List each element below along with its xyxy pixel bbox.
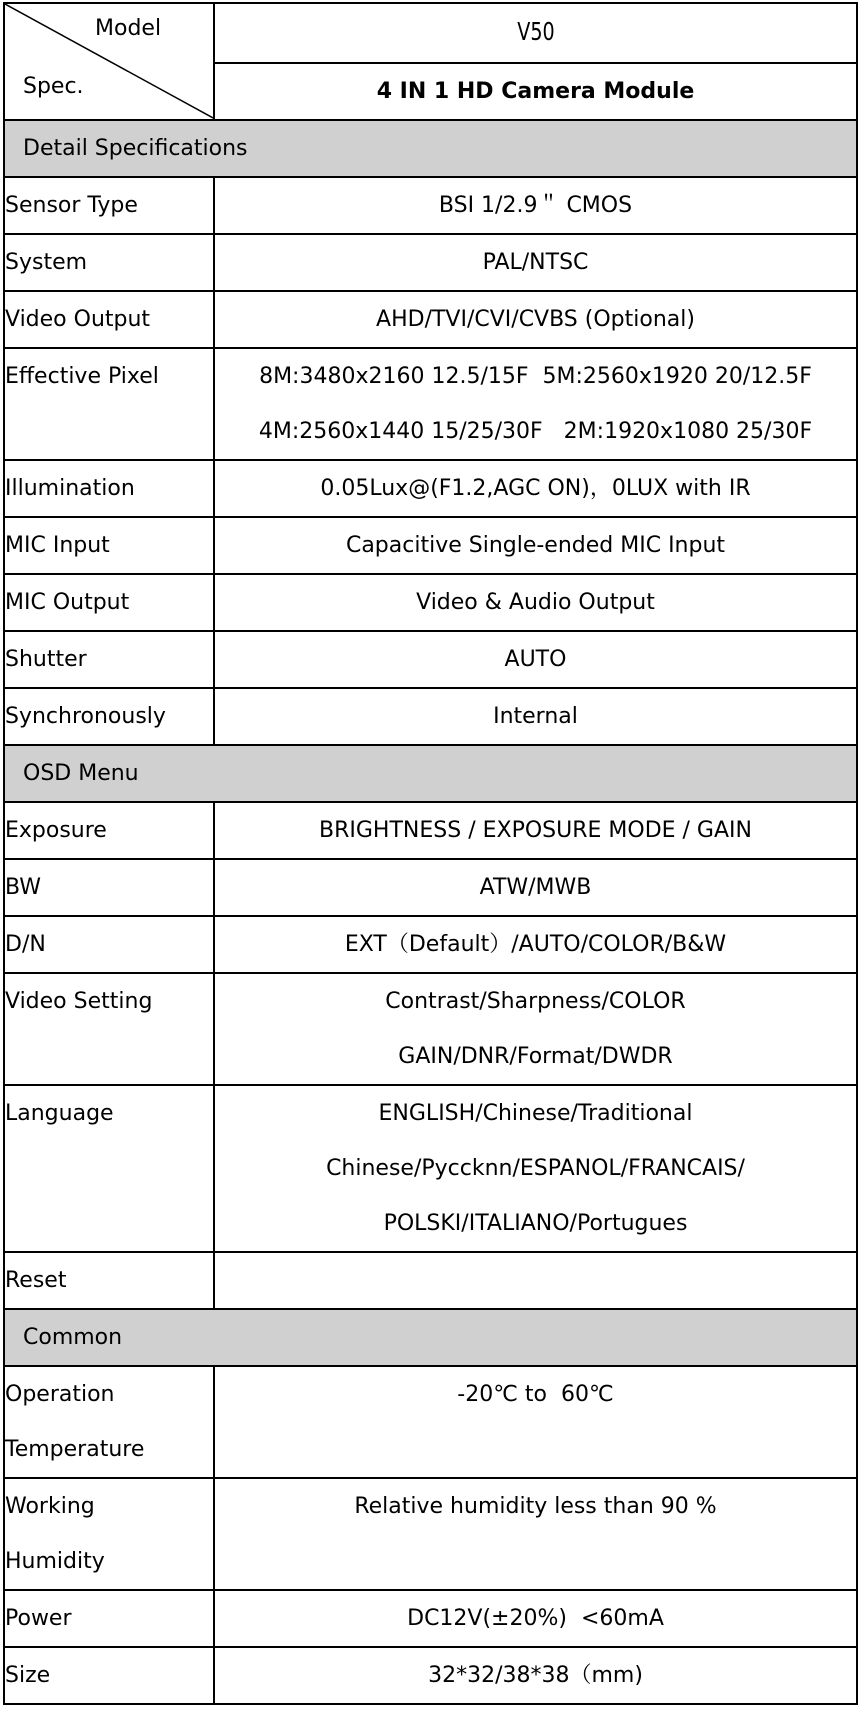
spec-label-line: Shutter: [5, 647, 87, 672]
spec-label: [4, 291, 214, 348]
model-description: 4 IN 1 HD Camera Module: [214, 63, 857, 121]
spec-value-line: Capacitive Single-ended MIC Input: [345, 533, 726, 558]
spec-label: [4, 859, 214, 916]
spec-row: [4, 234, 857, 291]
spec-row: [4, 1478, 857, 1590]
spec-label-line: D/N: [5, 932, 46, 957]
spec-value: [214, 234, 857, 291]
spec-label: [4, 802, 214, 859]
spec-label: [4, 1478, 214, 1590]
spec-label-line: Operation: [5, 1382, 115, 1407]
spec-value-line: ATW/MWB: [479, 875, 592, 900]
spec-label-line: Video Setting: [5, 989, 153, 1014]
spec-value-line: Internal: [493, 704, 578, 729]
spec-label-line: BW: [5, 875, 42, 900]
spec-label: [4, 631, 214, 688]
spec-label-line: Power: [5, 1606, 72, 1631]
spec-row: [4, 631, 857, 688]
spec-value-line: ENGLISH/Chinese/Traditional: [378, 1101, 693, 1126]
spec-value-line: 0.05Lux@(F1.2,AGC ON)，0LUX with IR: [320, 476, 751, 501]
spec-value-line: -20℃ to 60℃: [457, 1382, 614, 1407]
section-title: OSD Menu: [4, 745, 857, 802]
spec-value: [214, 348, 857, 460]
spec-value: [214, 460, 857, 517]
spec-value-line: AHD/TVI/CVI/CVBS (Optional): [376, 307, 695, 332]
spec-label: [4, 348, 214, 460]
model-name: V50: [516, 17, 555, 46]
spec-value: [214, 859, 857, 916]
model-name-cell: [214, 3, 857, 63]
spec-value: [214, 1647, 857, 1704]
spec-row: [4, 916, 857, 973]
spec-label: [4, 1085, 214, 1252]
section-title: Detail Specifications: [4, 120, 857, 177]
section-header: [4, 120, 857, 177]
section-title: Common: [4, 1309, 857, 1366]
spec-value: [214, 1085, 857, 1252]
spec-label-line: Exposure: [5, 818, 107, 843]
spec-value: [214, 177, 857, 234]
spec-label: [4, 234, 214, 291]
spec-value: [214, 1252, 857, 1309]
spec-value: [214, 1366, 857, 1478]
spec-label: [4, 916, 214, 973]
section-header: [4, 745, 857, 802]
spec-label: [4, 1252, 214, 1309]
spec-row: [4, 574, 857, 631]
corner-cell: [4, 3, 214, 120]
spec-label: [4, 1647, 214, 1704]
spec-value: [214, 1590, 857, 1647]
corner-model-label: Model: [95, 16, 162, 41]
spec-label: [4, 574, 214, 631]
spec-value-line: Chinese/Pyccknn/ESPANOL/FRANCAIS/: [326, 1156, 745, 1181]
spec-value: [214, 973, 857, 1085]
spec-value-line: 8M:3480x2160 12.5/15F 5M:2560x1920 20/12.5F: [259, 364, 812, 389]
spec-value-line: BRIGHTNESS / EXPOSURE MODE / GAIN: [319, 818, 752, 843]
spec-label-line: Effective Pixel: [5, 364, 159, 389]
spec-value-line: Contrast/Sharpness/COLOR: [385, 989, 686, 1014]
spec-value-line: 4M:2560x1440 15/25/30F 2M:1920x1080 25/30F: [258, 419, 813, 444]
spec-label-line: Video Output: [5, 307, 151, 332]
spec-row: [4, 460, 857, 517]
header-row-model: [4, 3, 857, 63]
spec-label-line: MIC Input: [5, 533, 110, 558]
spec-label: [4, 1590, 214, 1647]
spec-value: [214, 688, 857, 745]
spec-value-line: PAL/NTSC: [482, 250, 589, 275]
spec-label-line: MIC Output: [5, 590, 130, 615]
spec-row: [4, 1590, 857, 1647]
spec-value-line: BSI 1/2.9＂ CMOS: [438, 193, 633, 218]
spec-row: [4, 1085, 857, 1252]
spec-label-line: Sensor Type: [5, 193, 138, 218]
spec-label: [4, 688, 214, 745]
section-header: [4, 1309, 857, 1366]
spec-label-line: Humidity: [5, 1549, 105, 1574]
spec-value: [214, 631, 857, 688]
spec-row: [4, 177, 857, 234]
spec-value-line: [215, 1253, 856, 1308]
spec-value-line: Relative humidity less than 90 %: [354, 1494, 717, 1519]
spec-label-line: Illumination: [5, 476, 135, 501]
spec-row: [4, 517, 857, 574]
spec-row: [4, 1366, 857, 1478]
spec-value-line: DC12V(±20%) <60mA: [407, 1606, 664, 1631]
spec-value-line: 32*32/38*38（mm): [428, 1663, 643, 1688]
spec-row: [4, 973, 857, 1085]
spec-value: [214, 802, 857, 859]
spec-row: [4, 802, 857, 859]
spec-table: [3, 2, 858, 1705]
spec-value: [214, 916, 857, 973]
spec-row: [4, 348, 857, 460]
corner-spec-label: Spec.: [23, 74, 84, 99]
spec-label-line: Language: [5, 1101, 114, 1126]
spec-row: [4, 688, 857, 745]
spec-label-line: Reset: [5, 1268, 67, 1293]
spec-label: [4, 517, 214, 574]
spec-value: [214, 291, 857, 348]
spec-value: [214, 517, 857, 574]
spec-label: [4, 177, 214, 234]
spec-row: [4, 1647, 857, 1704]
spec-label-line: System: [5, 250, 88, 275]
spec-label-line: Working: [5, 1494, 95, 1519]
spec-value-line: POLSKI/ITALIANO/Portugues: [383, 1211, 688, 1236]
spec-label: [4, 460, 214, 517]
spec-value-line: Video & Audio Output: [416, 590, 655, 615]
spec-label: [4, 1366, 214, 1478]
spec-row: [4, 291, 857, 348]
spec-row: [4, 859, 857, 916]
spec-label-line: Size: [5, 1663, 51, 1688]
spec-value-line: GAIN/DNR/Format/DWDR: [398, 1044, 673, 1069]
spec-value: [214, 1478, 857, 1590]
spec-row: [4, 1252, 857, 1309]
spec-label: [4, 973, 214, 1085]
spec-value-line: AUTO: [504, 647, 567, 672]
spec-label-line: Synchronously: [5, 704, 166, 729]
spec-value: [214, 574, 857, 631]
spec-value-line: EXT（Default）/AUTO/COLOR/B&W: [344, 932, 727, 957]
spec-label-line: Temperature: [5, 1437, 145, 1462]
